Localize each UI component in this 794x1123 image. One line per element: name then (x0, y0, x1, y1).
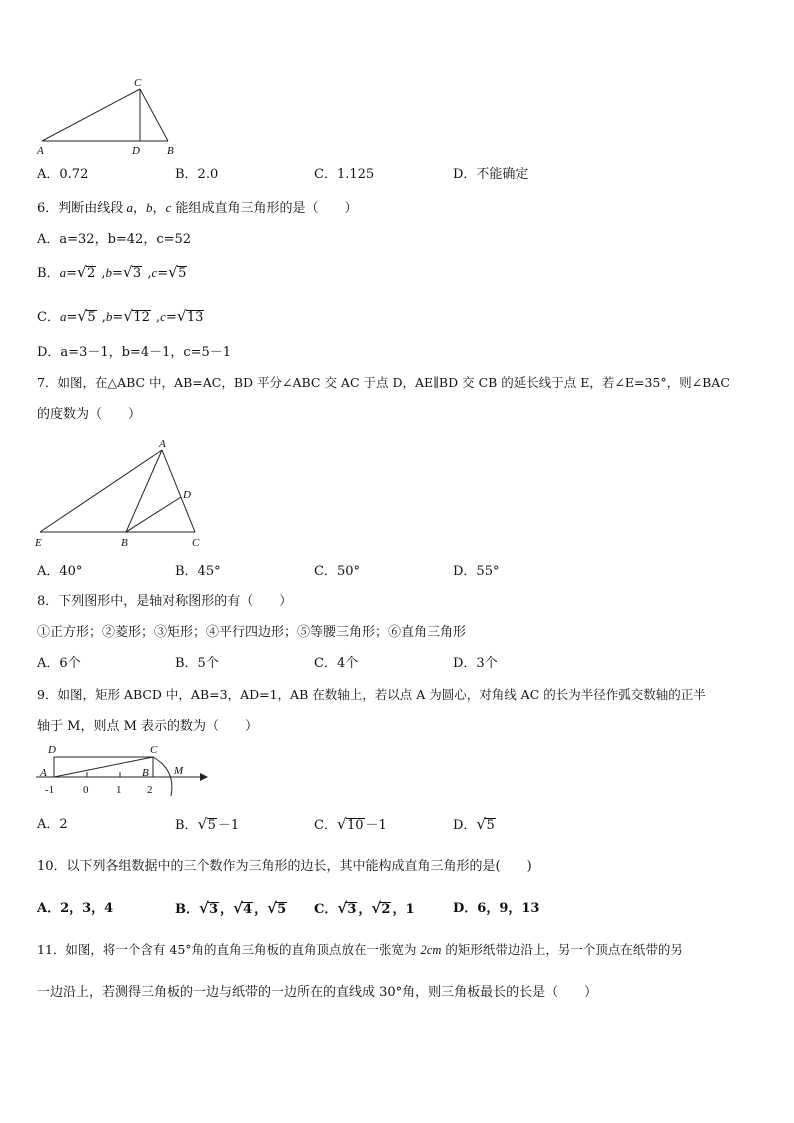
q9-option-d[interactable]: D．√ 5 (453, 818, 497, 833)
label-c: C (192, 537, 200, 549)
figure-q9-number-line (36, 740, 211, 800)
q10-option-b[interactable]: B．√ 3 ，√ 4 ，√ 5 (175, 902, 288, 917)
q9-stem-line1: 9．如图，矩形 ABCD 中，AB=3，AD=1，AB 在数轴上，若以点 A 为圆心，对角线 AC 的长为半径作弧交数轴的正半 (37, 687, 706, 702)
label-d: D (48, 744, 56, 756)
q5-option-c[interactable]: C．1.125 (314, 167, 375, 182)
label-d: D (132, 145, 140, 157)
q7-stem-line1: 7．如图，在△ABC 中，AB=AC，BD 平分∠ABC 交 AC 于点 D，AE∥BD 交 CB 的延长线于点 E，若∠E=35°，则∠BAC (37, 375, 730, 390)
q6-option-a[interactable]: A．a=32，b=42，c=52 (37, 232, 192, 247)
q11-stem-line1: 11．如图，将一个含有 45°角的直角三角板的直角顶点放在一张宽为 2cm 的矩形纸带边沿上，另一个顶点在纸带的另 (37, 942, 683, 957)
q6-option-b[interactable]: B．a=√ 2 ,b=√ 3 ,c=√ 5 (37, 266, 188, 281)
figure-triangle-abc-altitude (30, 74, 190, 158)
label-c: C (150, 744, 158, 756)
figure-q7-triangle (30, 434, 210, 550)
q7-option-c[interactable]: C．50° (314, 564, 360, 579)
q10-stem: 10．以下列各组数据中的三个数作为三角形的边长，其中能构成直角三角形的是( ) (37, 859, 532, 874)
segment-cb (140, 89, 168, 141)
label-c: C (134, 77, 142, 89)
label-m: M (174, 765, 184, 777)
tick-minus-1: -1 (45, 784, 55, 796)
q9-option-c[interactable]: C．√ 10 －1 (314, 818, 387, 833)
axis-arrow (200, 773, 208, 781)
label-b: B (142, 767, 149, 779)
q5-option-a[interactable]: A．0.72 (37, 167, 89, 182)
q8-items: ①正方形；②菱形；③矩形；④平行四边形；⑤等腰三角形；⑥直角三角形 (37, 625, 467, 640)
label-b: B (121, 537, 128, 549)
q7-option-b[interactable]: B．45° (175, 564, 221, 579)
q9-option-a[interactable]: A．2 (37, 817, 68, 832)
q6-stem: 6．判断由线段 a，b，c 能组成直角三角形的是（ ） (37, 200, 358, 216)
label-b: B (167, 145, 174, 157)
q9-option-b[interactable]: B．√ 5 －1 (175, 818, 239, 833)
q5-option-b[interactable]: B．2.0 (175, 167, 219, 182)
q8-stem: 8．下列图形中，是轴对称图形的有（ ） (37, 594, 293, 609)
q7-option-d[interactable]: D．55° (453, 564, 500, 579)
q9-stem-line2: 轴于 M，则点 M 表示的数为（ ） (37, 719, 259, 734)
segment-ac (42, 89, 140, 141)
q11-stem-line2: 一边沿上，若测得三角板的一边与纸带的一边所在的直线成 30°角，则三角板最长的长是（ ） (37, 985, 598, 1000)
diagonal-ac (54, 757, 153, 777)
tick-2: 2 (147, 784, 153, 796)
tick-1: 1 (116, 784, 122, 796)
q8-option-a[interactable]: A．6个 (37, 656, 81, 671)
q10-option-a[interactable]: A．2，3，4 (37, 901, 114, 916)
label-a: A (159, 438, 166, 450)
q6-option-c[interactable]: C．a=√ 5 ,b=√ 12 ,c=√ 13 (37, 310, 205, 325)
q5-option-d[interactable]: D．不能确定 (453, 167, 529, 182)
q8-option-b[interactable]: B．5个 (175, 656, 219, 671)
label-a: A (40, 767, 47, 779)
q8-option-c[interactable]: C．4个 (314, 656, 359, 671)
q7-option-a[interactable]: A．40° (37, 564, 83, 579)
tick-0: 0 (83, 784, 89, 796)
segment-bd (126, 497, 181, 532)
q10-option-c[interactable]: C．√ 3 ，√ 2 ，1 (314, 902, 415, 917)
label-d: D (183, 489, 191, 501)
q10-option-d[interactable]: D．6，9，13 (453, 901, 540, 916)
label-e: E (35, 537, 42, 549)
q6-option-d[interactable]: D．a=3－1，b=4－1，c=5－1 (37, 345, 232, 360)
label-a: A (37, 145, 44, 157)
q7-stem-line2: 的度数为（ ） (37, 407, 142, 422)
q8-option-d[interactable]: D．3个 (453, 656, 498, 671)
